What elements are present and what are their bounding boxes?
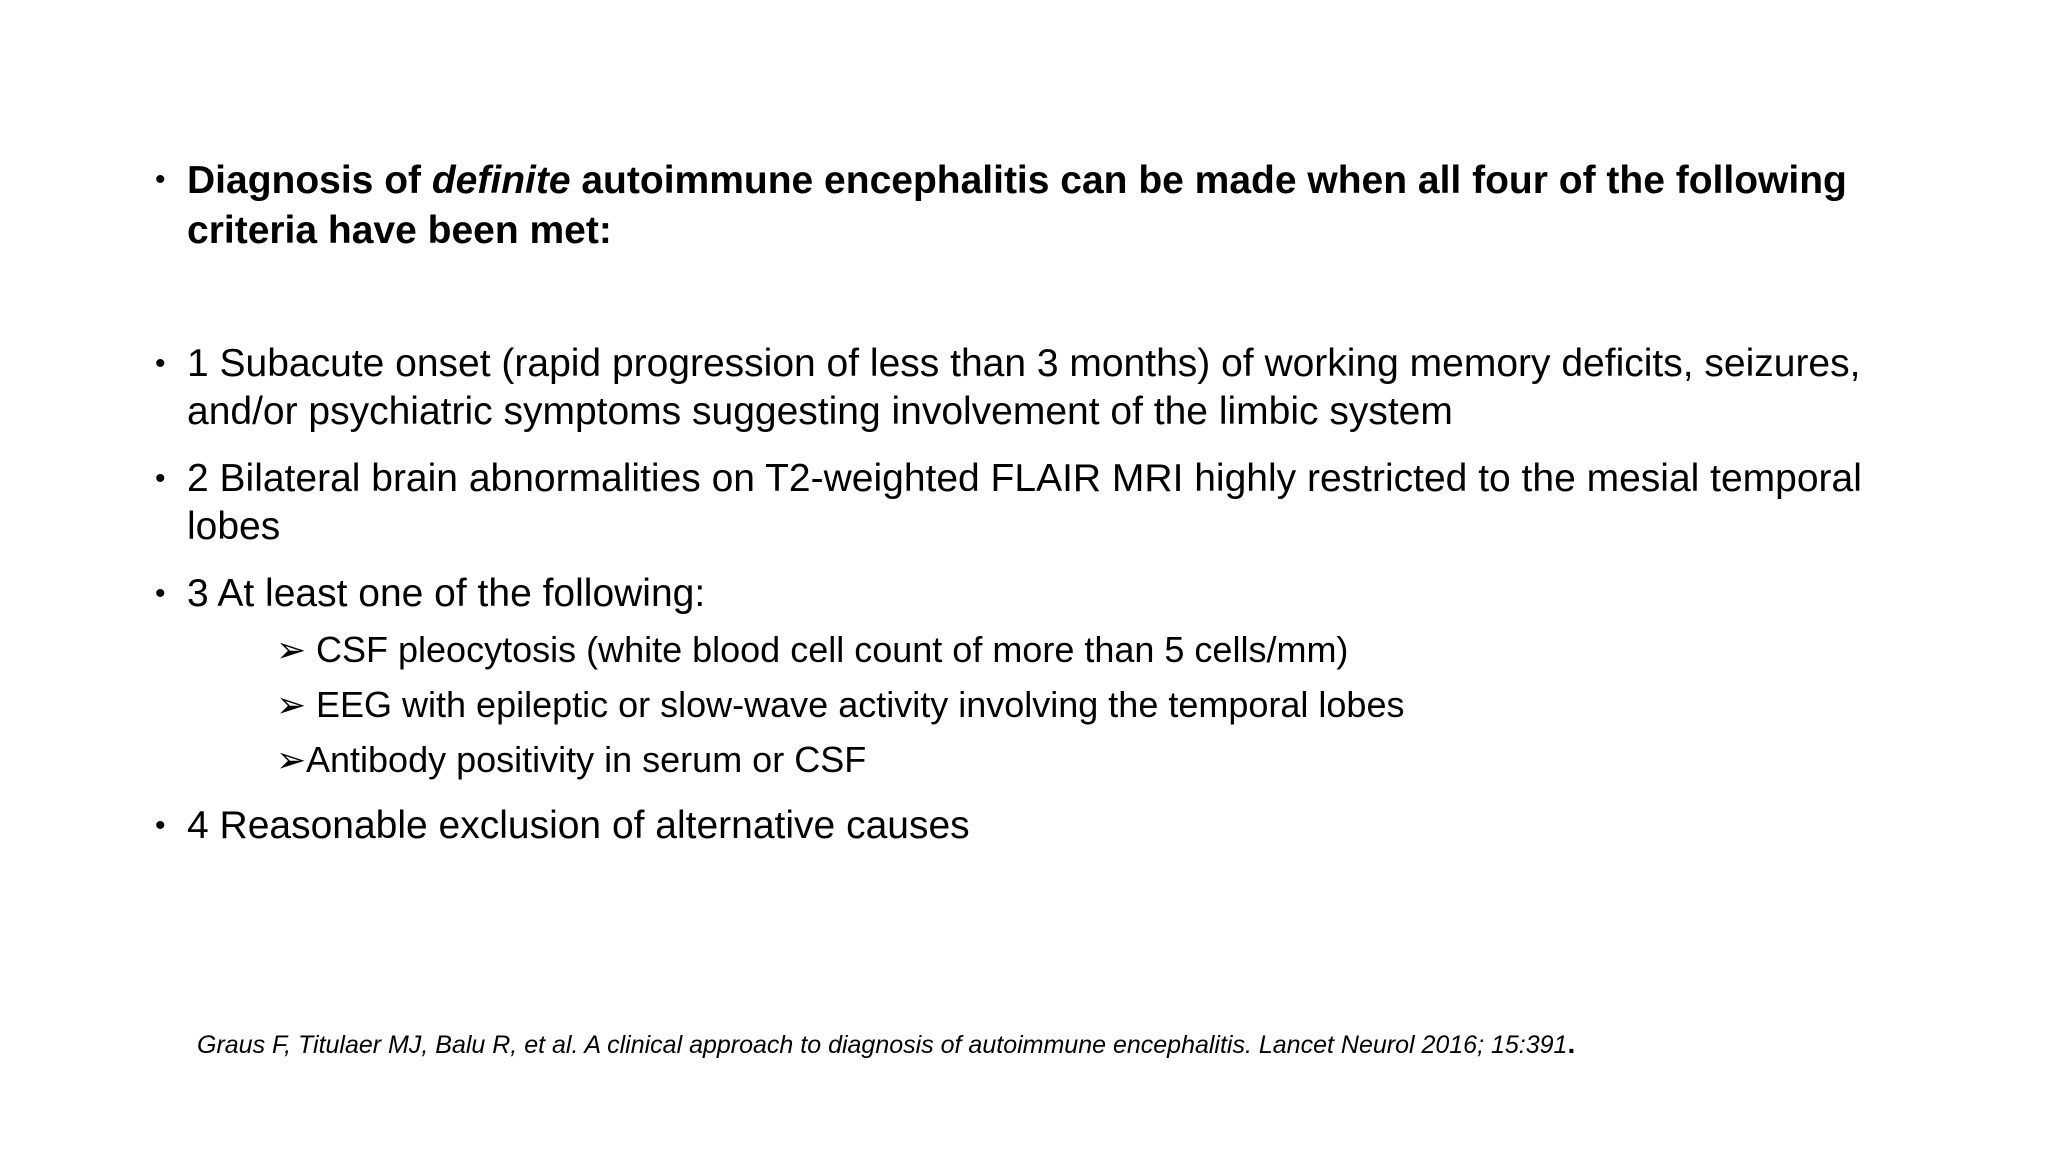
heading-text-start: Diagnosis of	[187, 159, 432, 202]
bullet-marker: •	[155, 462, 166, 495]
heading-text	[187, 156, 1915, 256]
bullet-marker: •	[155, 163, 166, 196]
sub-criterion-text: EEG with epileptic or slow-wave activity involving the temporal lobes	[316, 684, 1405, 725]
citation-end: .	[1567, 1028, 1576, 1059]
citation	[197, 1027, 1575, 1062]
bullet-marker: •	[155, 347, 166, 380]
sub-criteria-list	[276, 626, 1776, 791]
criterion-2	[155, 455, 1915, 551]
criterion-text: 2 Bilateral brain abnormalities on T2-weighted FLAIR MRI highly restricted to the mesial temporal lobes	[187, 457, 1862, 548]
criterion-text: 4 Reasonable exclusion of alternative causes	[187, 804, 970, 847]
sub-criterion-text: Antibody positivity in serum or CSF	[306, 739, 867, 780]
sub-criterion-text: CSF pleocytosis (white blood cell count of more than 5 cells/mm)	[316, 629, 1349, 670]
criterion-3	[155, 570, 1915, 618]
arrow-bullet-icon: ➢	[276, 739, 307, 780]
citation-text: Graus F, Titulaer MJ, Balu R, et al. A clinical approach to diagnosis of autoimmune encephalitis. Lancet Neurol 2016; 15:391	[197, 1031, 1568, 1059]
criterion-1	[155, 340, 1915, 436]
bullet-marker: •	[155, 577, 166, 610]
arrow-bullet-icon: ➢	[276, 684, 307, 725]
criterion-text: 3 At least one of the following:	[187, 572, 706, 615]
sub-criterion	[276, 681, 1776, 736]
heading-bullet	[155, 156, 1915, 256]
criterion-text: 1 Subacute onset (rapid progression of less than 3 months) of working memory deficits, seizures, and/or psychiatric symptoms suggesting involvement of the limbic system	[187, 342, 1861, 433]
sub-criterion	[276, 736, 1776, 791]
heading-emphasis: definite	[431, 159, 571, 202]
sub-criterion	[276, 626, 1776, 681]
criterion-4	[155, 802, 1915, 850]
heading-text-end: autoimmune encephalitis can be made when all four of the following criteria have been met:	[187, 159, 1847, 252]
bullet-marker: •	[155, 809, 166, 842]
arrow-bullet-icon: ➢	[276, 629, 307, 670]
